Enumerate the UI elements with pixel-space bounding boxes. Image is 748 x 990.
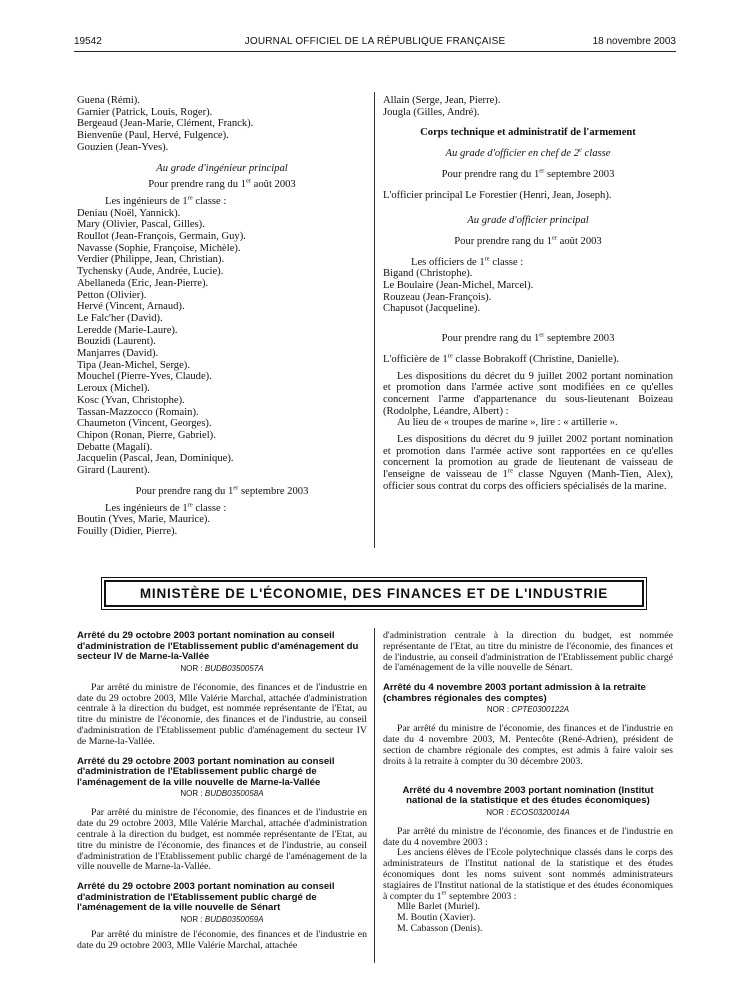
name-entry: Bienvenüe (Paul, Hervé, Fulgence).	[77, 130, 229, 142]
name-entry: Fouilly (Didier, Pierre).	[77, 525, 178, 537]
ministry-banner: MINISTÈRE DE L'ÉCONOMIE, DES FINANCES ET DE L'INDUSTRIE	[104, 580, 644, 607]
bottom-right-column	[383, 631, 673, 935]
name-entry: Le Boulaire (Jean-Michel, Marcel).	[383, 280, 534, 292]
article-text: Les anciens élèves de l'Ecole polytechnique classés dans le corps des administrateurs de l'Institut national de la statistique et des études économiques dont les noms suivent sont nommés administrateurs stagiaires de l'Institut national de la statistique et des études économiques à compter du 1er septembre 2003 :	[383, 847, 673, 902]
name-entry: Debatte (Magali).	[77, 441, 153, 453]
name-entry: Le Falc'her (David).	[77, 312, 163, 324]
paragraph: Au lieu de « troupes de marine », lire : « artillerie ».	[397, 417, 618, 429]
right-column	[383, 95, 673, 493]
name-entry: Kosc (Yvan, Christophe).	[77, 394, 185, 406]
article-text: Par arrêté du ministre de l'économie, des finances et de l'industrie en date du 4 novembre 2003, M. Pentecôte (René-Adrien), président de section de chambre régionale des comptes, est admis à faire valoir ses droits à la retraite à compter du 30 décembre 2003.	[383, 723, 673, 767]
article-title: Arrêté du 4 novembre 2003 portant admission à la retraite (chambres régionales des comptes)	[383, 682, 646, 704]
corps-heading: Corps technique et administratif de l'armement	[420, 127, 636, 139]
article-title: Arrêté du 29 octobre 2003 portant nomination au conseil d'administration de l'Etablissement public chargé de l'aménagement de la ville nouvelle de Marne-la-Vallée	[77, 755, 335, 788]
rank-line: Pour prendre rang du 1er août 2003	[454, 234, 602, 247]
name-entry: Leredde (Marie-Laure).	[77, 324, 178, 336]
article-text: Par arrêté du ministre de l'économie, des finances et de l'industrie en date du 29 octobre 2003, Mlle Valérie Marchal, attachée d'administration centrale à la direction du budget, est nommée représentante de l'Etat, au titre du ministre de l'économie, des finances et de l'industrie, au conseil d'administration de l'Etablissement public d'aménagement du secteur IV de Marne-la-Vallée.	[77, 681, 367, 747]
name-entry: Garnier (Patrick, Louis, Roger).	[77, 106, 213, 118]
grade-heading: Au grade d'ingénieur principal	[156, 162, 288, 174]
name-entry: Mlle Barlet (Muriel).	[397, 901, 480, 913]
paragraph: Les dispositions du décret du 9 juillet 2002 portant nomination et promotion dans l'armée active sont modifiées en ce qu'elles concernent l'arme d'appartenance du sous-lieutenant Boizeau (Rodolphe, Léandre, Albert) :	[383, 370, 673, 417]
class-line: Les ingénieurs de 1re classe :	[105, 500, 227, 514]
article-text: Par arrêté du ministre de l'économie, des finances et de l'industrie en date du 29 octobre 2003, Mlle Valérie Marchal, attachée d'administration centrale à la direction du budget, est nommée représentante de l'Etat, au titre du ministre de l'économie, des finances et de l'industrie, au conseil d'administration de l'Etablissement public chargé de l'aménagement de la ville nouvelle de Marne-la-Vallée.	[77, 807, 367, 873]
name-entry: Chapusot (Jacqueline).	[383, 303, 481, 315]
rank-line: Pour prendre rang du 1er septembre 2003	[441, 167, 615, 180]
name-list-c	[77, 514, 367, 537]
bottom-left-column	[77, 631, 367, 952]
name-entry: Girard (Laurent).	[77, 465, 150, 477]
name-entry: Mary (Olivier, Pascal, Gilles).	[77, 219, 205, 231]
nor-reference: NOR : ECOS0320014A	[486, 807, 570, 817]
article-text: Par arrêté du ministre de l'économie, des finances et de l'industrie en date du 29 octobre 2003, Mlle Valérie Marchal, attachée	[77, 928, 367, 951]
name-entry: M. Cabasson (Denis).	[397, 922, 483, 934]
name-entry: Chaumeton (Vincent, Georges).	[77, 418, 212, 430]
name-entry: Tipa (Jean-Michel, Serge).	[77, 359, 190, 371]
name-entry: Allain (Serge, Jean, Pierre).	[383, 95, 501, 106]
officer-line: L'officier principal Le Forestier (Henri, Jean, Joseph).	[383, 189, 612, 201]
name-entry: Bigand (Christophe).	[383, 268, 473, 280]
grade-heading: Au grade d'officier en chef de 2e classe	[445, 146, 611, 160]
nor-reference: NOR : BUDB0350057A	[180, 663, 264, 673]
class-line: Les officiers de 1re classe :	[411, 255, 524, 268]
column-divider-bottom	[374, 628, 375, 963]
journal-title: JOURNAL OFFICIEL DE LA RÉPUBLIQUE FRANÇAISE	[244, 36, 506, 47]
name-entry: Hervé (Vincent, Arnaud).	[77, 301, 185, 313]
name-entry: Bouzidi (Laurent).	[77, 336, 156, 348]
issue-date: 18 novembre 2003	[592, 36, 676, 47]
name-entry: Jacquelin (Pascal, Jean, Dominique).	[77, 453, 234, 465]
article-title: Arrêté du 29 octobre 2003 portant nomination au conseil d'administration de l'Etablissement public d'aménagement du secteur IV de Marne-la-Vallée	[77, 630, 359, 663]
class-line: Les ingénieurs de 1re classe :	[105, 194, 227, 207]
paragraph: Les dispositions du décret du 9 juillet 2002 portant nomination et promotion dans l'armée active sont rapportées en ce qu'elles concernent la promotion au grade de lieutenant de vaisseau de l'enseigne de vaisseau de 1re classe Nguyen (Manh-Tien, Alex), officier sous contrat du corps des officiers spécialisés de la marine.	[383, 434, 673, 492]
name-entry: Verdier (Philippe, Jean, Christian).	[77, 254, 225, 266]
grade-heading: Au grade d'officier principal	[467, 215, 589, 227]
article-text: Par arrêté du ministre de l'économie, des finances et de l'industrie en date du 4 novembre 2003 :	[383, 825, 673, 848]
officer-line: L'officière de 1re classe Bobrakoff (Christine, Danielle).	[383, 352, 620, 365]
name-entry: Abellaneda (Eric, Jean-Pierre).	[77, 277, 209, 289]
page-number: 19542	[74, 36, 102, 47]
article-text: d'administration centrale à la direction du budget, est nommée représentante de l'Etat, au titre du ministre de l'économie, des finances et de l'industrie, au conseil d'administration de l'Etablissement public chargé de l'aménagement de la ville nouvelle de Sénart.	[383, 630, 673, 674]
name-entry: Leroux (Michel).	[77, 383, 150, 395]
article-title: Arrêté du 4 novembre 2003 portant nomination (Institut national de la statistique et des études économiques)	[402, 784, 654, 807]
name-entry: Boutin (Yves, Marie, Maurice).	[77, 514, 211, 526]
name-entry: Jougla (Gilles, André).	[383, 106, 480, 118]
name-entry: Bergeaud (Jean-Marie, Clément, Franck).	[77, 118, 254, 130]
name-entry: Deniau (Noël, Yannick).	[77, 207, 181, 219]
rank-line: Pour prendre rang du 1er septembre 2003	[441, 331, 615, 345]
nor-reference: NOR : BUDB0350058A	[180, 789, 264, 799]
name-entry: Manjarres (David).	[77, 348, 159, 360]
nor-reference: NOR : BUDB0350059A	[180, 914, 264, 924]
name-entry: M. Boutin (Xavier).	[397, 912, 476, 924]
name-entry: Gouzien (Jean-Yves).	[77, 141, 169, 153]
name-entry: Rouzeau (Jean-François).	[383, 291, 492, 303]
column-divider-top	[374, 92, 375, 548]
name-entry: Chipon (Ronan, Pierre, Gabriel).	[77, 429, 216, 441]
name-entry: Guena (Rémi).	[77, 95, 140, 106]
left-column	[77, 95, 367, 538]
name-entry: Navasse (Sophie, Françoise, Michèle).	[77, 242, 241, 254]
rank-line: Pour prendre rang du 1er septembre 2003	[135, 484, 309, 497]
name-list-a	[77, 95, 367, 154]
name-entry: Tychensky (Aude, Andrée, Lucie).	[77, 266, 224, 278]
name-entry: Petton (Olivier).	[77, 289, 147, 301]
name-list-b	[77, 208, 367, 477]
rank-line: Pour prendre rang du 1er août 2003	[148, 177, 296, 191]
name-entry: Tassan-Mazzocco (Romain).	[77, 406, 199, 418]
name-entry: Mouchel (Pierre-Yves, Claude).	[77, 371, 212, 383]
page-header	[74, 36, 676, 52]
nor-reference: NOR : CPTE0300122A	[486, 705, 570, 715]
name-entry: Roullot (Jean-François, Germain, Guy).	[77, 231, 246, 243]
article-title: Arrêté du 29 octobre 2003 portant nomination au conseil d'administration de l'Etablissement public chargé de l'aménagement de la ville nouvelle de Sénart	[77, 881, 335, 914]
